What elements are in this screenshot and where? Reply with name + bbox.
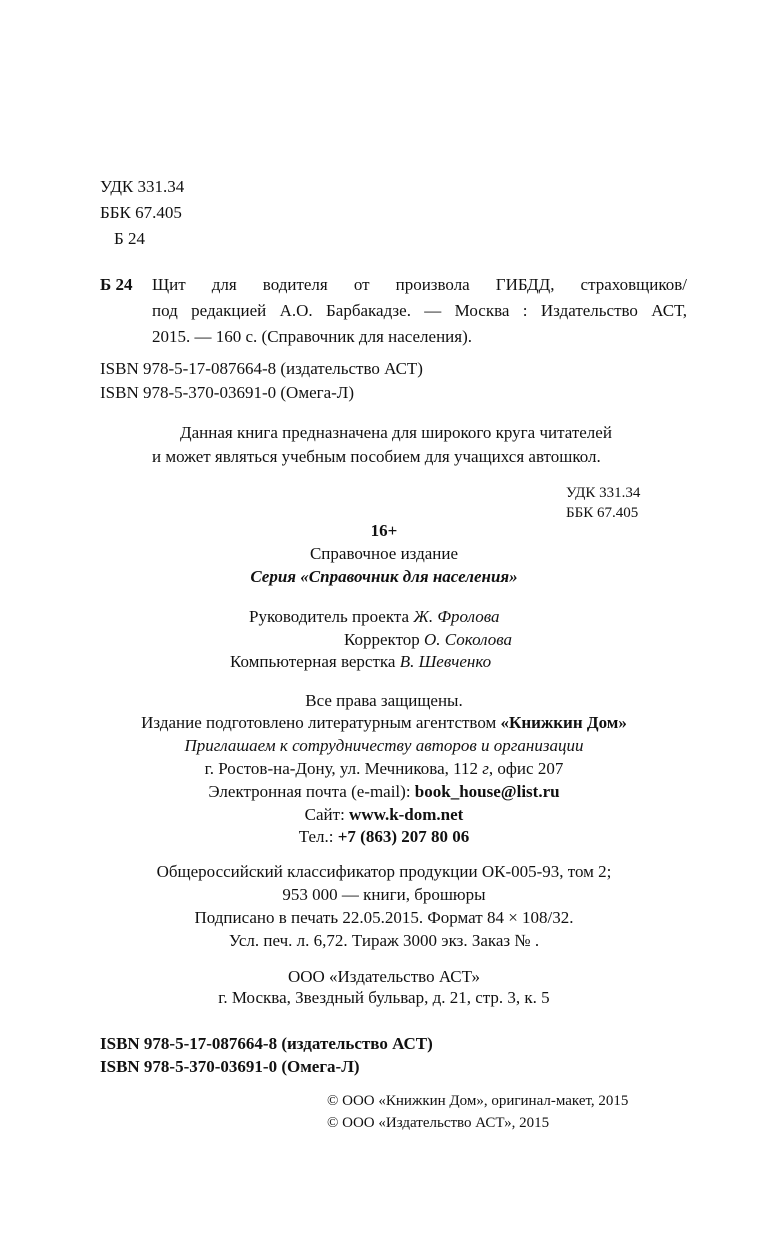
- bbk-code-right: ББК 67.405: [566, 505, 639, 521]
- bib-entry-line-1: Щит для водителя от произвола ГИБДД, страховщиков/: [152, 275, 687, 294]
- email-label: Электронная почта (e-mail):: [208, 782, 411, 801]
- series-title: Серия «Справочник для населения»: [250, 567, 518, 586]
- site-label: Сайт:: [304, 805, 345, 824]
- staff-role: Корректор: [344, 630, 420, 649]
- bbk-code: ББК 67.405: [100, 203, 182, 222]
- bib-entry-code: Б 24: [100, 275, 133, 294]
- udk-code-right: УДК 331.34: [566, 485, 641, 501]
- bib-entry-line-2: под редакцией А.О. Барбакадзе. — Москва : Издательство АСТ,: [152, 301, 687, 320]
- edition-type: Справочное издание: [309, 544, 459, 563]
- invite-line: Приглашаем к сотрудничеству авторов и организации: [184, 736, 584, 755]
- staff-name: Ж. Фролова: [413, 607, 500, 626]
- publisher-name: ООО «Издательство АСТ»: [287, 967, 481, 986]
- staff-role: Руководитель проекта: [249, 607, 410, 626]
- copyright-line-1: © ООО «Книжкин Дом», оригинал-макет, 2015: [327, 1093, 629, 1109]
- site-line: [0, 804, 768, 825]
- phone-label: Тел.:: [298, 827, 334, 846]
- staff-role: Компьютерная верстка: [230, 652, 396, 671]
- category-line: 953 000 — книги, брошюры: [282, 885, 486, 904]
- phone-number: +7 (863) 207 80 06: [337, 827, 470, 846]
- annotation-line-1: Данная книга предназначена для широкого круга читателей: [180, 423, 612, 442]
- copyright-line-2: © ООО «Издательство АСТ», 2015: [327, 1115, 550, 1131]
- site-url: www.k-dom.net: [349, 805, 464, 824]
- annotation-line-2: и может являться учебным пособием для учащихся автошкол.: [152, 447, 601, 466]
- isbn-line-2: ISBN 978-5-370-03691-0 (Омега-Л): [100, 383, 354, 402]
- staff-name: О. Соколова: [424, 630, 513, 649]
- agency-name: «Книжкин Дом»: [500, 713, 627, 732]
- isbn-bold-line-2: ISBN 978-5-370-03691-0 (Омега-Л): [100, 1057, 360, 1076]
- prepared-by-line: [0, 712, 768, 733]
- bib-entry-line-3: 2015. — 160 с. (Справочник для населения).: [152, 327, 473, 346]
- signed-line: Подписано в печать 22.05.2015. Формат 84 × 108/32.: [194, 908, 574, 927]
- staff-line-layout: [230, 651, 491, 672]
- classifier-line: Общероссийский классификатор продукции ОК-005-93, том 2;: [156, 862, 612, 881]
- isbn-line-1: ISBN 978-5-17-087664-8 (издательство АСТ): [100, 359, 423, 378]
- phone-line: [0, 826, 768, 847]
- prepared-by-text: Издание подготовлено литературным агентством: [141, 713, 497, 732]
- run-line: Усл. печ. л. 6,72. Тираж 3000 экз. Заказ № .: [228, 931, 540, 950]
- email-address: book_house@list.ru: [414, 782, 560, 801]
- udk-code: УДК 331.34: [100, 177, 185, 196]
- address-part-b: , офис 207: [488, 759, 564, 778]
- publisher-address: г. Москва, Звездный бульвар, д. 21, стр. 3, к. 5: [218, 988, 550, 1007]
- staff-name: В. Шевченко: [399, 652, 492, 671]
- author-mark: Б 24: [114, 229, 146, 248]
- staff-line-project-lead: [249, 606, 500, 627]
- rights-reserved: Все права защищены.: [305, 691, 463, 710]
- email-line: [0, 781, 768, 802]
- agency-address: [0, 758, 768, 779]
- age-rating: 16+: [370, 521, 398, 540]
- staff-line-corrector: [344, 629, 512, 650]
- isbn-bold-line-1: ISBN 978-5-17-087664-8 (издательство АСТ): [100, 1034, 433, 1053]
- address-letter: г: [482, 759, 489, 778]
- address-part-a: г. Ростов-на-Дону, ул. Мечникова, 112: [204, 759, 479, 778]
